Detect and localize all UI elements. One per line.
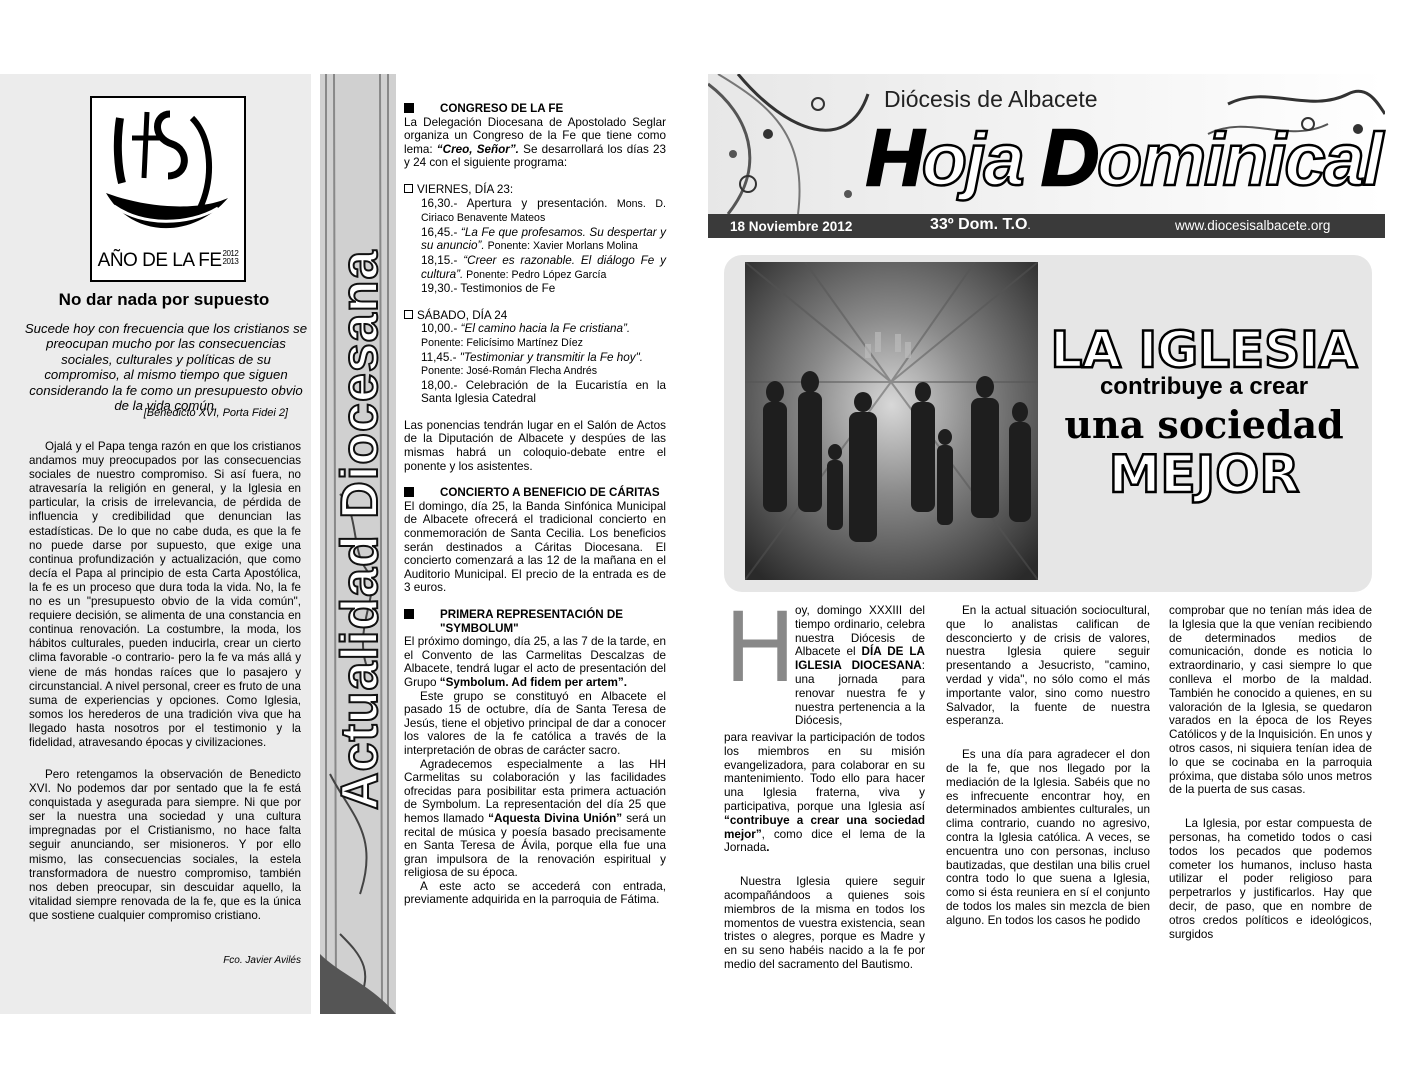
pope-quote: Sucede hoy con frecuencia que los cristianos se preocupan mucho por las consecuencias sociales, culturales y políticas de su compromiso, al mismo tiempo que siguen considerando la fe como un presupuesto obvio de la vida común. — [24, 321, 308, 414]
concierto-body: El domingo, día 25, la Banda Sinfónica Municipal de Albacete ofrecerá el tradicional concierto en conmemoración de Santa Cecilia. Los beneficios serán destinados a Cáritas Diocesana. El concierto comenzará a las 12 de la mañana en el Auditorio Municipal. El precio de la entrada es de 3 euros. — [404, 499, 666, 595]
issue-date: 18 Noviembre 2012 — [730, 219, 853, 234]
saturday-heading: SÁBADO, DÍA 24 — [404, 309, 666, 323]
publication-title: Hoja Dominical — [866, 113, 1382, 202]
year-of-faith-logo — [90, 96, 246, 282]
friday-item-3: 18,15.- “Creer es razonable. El diálogo Fe y cultura”. Ponente: Pedro López García — [421, 253, 666, 281]
logo-caption: AÑO DE LA FE2012 2013 — [97, 249, 239, 271]
square-bullet-icon — [404, 487, 414, 497]
article-column-2: En la actual situación sociocultural, que lo analistas califican de desconcierto y de crisis de valores, nuestra Iglesia quiere seguir presentando a Jesucristo, "camino, verdad y vida", no sólo como el más importante valor, sino como nuestro Salvador, la fuente de nuestra esperanza. Es una día para agradecer el don de la fe, que nos llegado por la mediación de la Iglesia. Sabéis que no es infrecuente encontrar hoy, en determinados ambientes culturales, un clima contrario, cuando no agresivo, contra la Iglesia católica. A veces, se encuentra uno con personas, incluso bautizadas, que destilan una bilis cruel contra todo lo que suena a Iglesia, como si ésta reuniera en sí el conjunto de todos los males sin mezcla de bien alguno. En todos los casos he podido — [946, 604, 1150, 927]
section-heading-congreso: CONGRESO DE LA FE — [404, 102, 666, 116]
drop-cap: H — [724, 592, 797, 704]
left-paragraph-1: Ojalá y el Papa tenga razón en que los cristianos andamos muy preocupados por las consecuencias sociales de nuestro compromiso. Si así fuera, no atravesaría la religión en general, y la Iglesia en particular, la crisis de irrelevancia, de pérdida de influencia y credibilidad que denuncian las estadísticas. De lo que no cabe duda, es que la fe no puede darse por supuesto, que exige una continua profundización y actualización, que como decía el Papa al principio de esta Carta Apostólica, la fe es un proceso que dura toda la vida. No, la fe no es un "presupuesto obvio de la vida común", requiere decisión, se alimenta de una constancia en continua renovación. La costumbre, la moda, los hábitos culturales, pueden inducirla, crear un cierto clima favorable -o contrario- pero la fe va más allá y viene de más hondas raíces que lo pasajero y circunstancial. A nivel personal, creer es fruto de una suma de experiencias y opciones. Como Iglesia, somos los herederos de una tradición viva que ha llegado hasta nosotros por el testimonio y la fidelidad, atravesando épocas y civilizaciones. — [29, 440, 301, 749]
family-crowd-photo — [745, 262, 1038, 580]
friday-heading: VIERNES, DÍA 23: — [404, 183, 666, 197]
symbolum-body-1: El próximo domingo, día 25, a las 7 de la tarde, en el Convento de las Carmelitas Descalzas de Albacete, tendrá lugar el acto de presentación del Grupo “Symbolum. Ad fidem per artem”. — [404, 635, 666, 689]
section-heading-concierto: CONCIERTO A BENEFICIO DE CÁRITAS — [404, 486, 666, 500]
friday-item-2: 16,45.- “La Fe que profesamos. Su despertar y su anuncio”. Ponente: Xavier Morlans Molina — [421, 225, 666, 253]
friday-item-4: 19,30.- Testimonios de Fe — [421, 282, 556, 296]
ihs-boat-icon — [92, 98, 244, 248]
symbolum-body-3: Agradecemos especialmente a las HH Carmelitas su colaboración y las facilidades ofrecidas para posibilitar esta primera actuación de Symbolum. La representación del día 25 que hemos llamado “Aquesta Divina Unión” será un recital de música y poesía basado precisamente en Santa Teresa de Ávila, porque ella fue una gran impulsora de la renovación espiritual y religiosa de su época. — [404, 757, 666, 880]
left-article-title: No dar nada por supuesto — [58, 290, 270, 309]
left-paragraph-2: Pero retengamos la observación de Benedicto XVI. No podemos dar por sentado que la fe está conquistada y asegurada para siempre. Ni que por ser la nuestra una sociedad y una cultura impregnadas por el Cristianismo, no hace falta seguir anunciando, ser misioneros. Y por ello mismo, las consecuencias sociales, la estela transformadora de nuestro compromiso, también nos deben preocupar, sin descuidar aquello, la vitalidad siempre renovada de la fe, que es la única que sostiene cualquier compromiso cristiano. — [29, 768, 301, 922]
section-heading-symbolum: PRIMERA REPRESENTACIÓN DE "SYMBOLUM" — [404, 608, 666, 635]
left-signature: Fco. Javier Avilés — [223, 955, 301, 966]
checkbox-bullet-icon — [404, 310, 413, 319]
headline-line-1: LA IGLESIA — [1050, 321, 1358, 379]
website-link[interactable]: www.diocesisalbacete.org — [1175, 218, 1331, 233]
article-column-1-top: oy, domingo XXXIII del tiempo ordinario, celebra nuestra Diócesis de Albacete el DÍA DE LA IGLESIA DIOCESANA: una jornada para renovar nuestra fe y nuestra pertenencia a la Diócesis, — [795, 604, 925, 728]
quote-source: [Benedicto XVI, Porta Fidei 2] — [143, 407, 288, 419]
saturday-item-2: 11,45.- "Testimoniar y transmitir la Fe hoy". Ponente: José-Román Flecha Andrés — [421, 350, 643, 378]
symbolum-body-4: A este acto se accederá con entrada, previamente adquirida en la parroquia de Fátima. — [404, 879, 666, 907]
section-band — [320, 74, 396, 1014]
square-bullet-icon — [404, 609, 414, 619]
diocese-name: Diócesis de Albacete — [884, 86, 1098, 112]
diocesan-news-column — [404, 102, 666, 907]
saturday-item-3: 18,00.- Celebración de la Eucaristía en la Santa Iglesia Catedral — [421, 378, 666, 406]
headline-line-4: MEJOR — [1108, 445, 1300, 505]
friday-item-1: 16,30.- Apertura y presentación. Mons. D. Ciriaco Benavente Mateos — [421, 196, 666, 225]
headline-line-3: una sociedad — [1064, 402, 1344, 447]
congreso-intro: La Delegación Diocesana de Apostolado Seglar organiza un Congreso de la Fe que tiene como lema: “Creo, Señor”. Se desarrollará los días 23 y 24 con el siguiente programa: — [404, 115, 667, 170]
article-column-1: para reavivar la participación de todos los miembros en su misión evangelizadora, para colaborar en su mantenimiento. Todo ello para hacer una Iglesia fraterna, viva y participativa, porque una Iglesia así “contribuye a crear una sociedad mejor”, como dice el lema de la Jornada. Nuestra Iglesia quiere seguir acompañándoos a quienes sois miembros de la misma en todos los momentos de vuestra existencia, sean tristes o alegres, porque es Madre y en su seno habéis nacido a la fe por medio del sacramento del Bautismo. — [724, 731, 925, 971]
congreso-outro: Las ponencias tendrán lugar en el Salón de Actos de la Diputación de Albacete y despúes de las mismas habrá un coloquio-debate entre el ponente y los asistentes. — [404, 418, 666, 473]
symbolum-body-2: Este grupo se constituyó en Albacete el pasado 15 de octubre, día de Santa Teresa de Jesús, tiene el objetivo principal de dar a conocer los valores de la fe católica a través de la interpretación de obras de carácter sacro. — [404, 689, 666, 757]
square-bullet-icon — [404, 103, 414, 113]
saturday-item-1: 10,00.- “El camino hacia la Fe cristiana”. Ponente: Felicísimo Martínez Díez — [421, 322, 631, 349]
checkbox-bullet-icon — [404, 184, 413, 193]
article-column-3: comprobar que no tenían más idea de la Iglesia que la que venían recibiendo de determinados medios de comunicación, donde es noticia lo extraordinario, y casi siempre lo que conlleva el morbo de la maldad. También he conocido a quienes, en su valoración de la Iglesia, se quedaron varados en la época de los Reyes Católicos y de la Inquisición. En unos y otros casos, ni siquiera tenían idea de lo que se cocinaba en la parroquia próxima, que distaba sólo unos metros de la puerta de sus casas. La Iglesia, por estar compuesta de personas, ha cometido todos o casi todos los pecados que podemos cometer los humanos, incluso hasta utilizar el poder religioso para perpetrarlos y justificarlos. Hay que decir, de paso, que en nombre de otros credos políticos e ideológicos, surgidos — [1169, 604, 1372, 941]
liturgical-sunday: 33º Dom. T.O. — [930, 216, 1031, 233]
headline-line-2: contribuye a crear — [1099, 373, 1309, 400]
band-title: Actualidad Diocesana — [331, 249, 389, 810]
